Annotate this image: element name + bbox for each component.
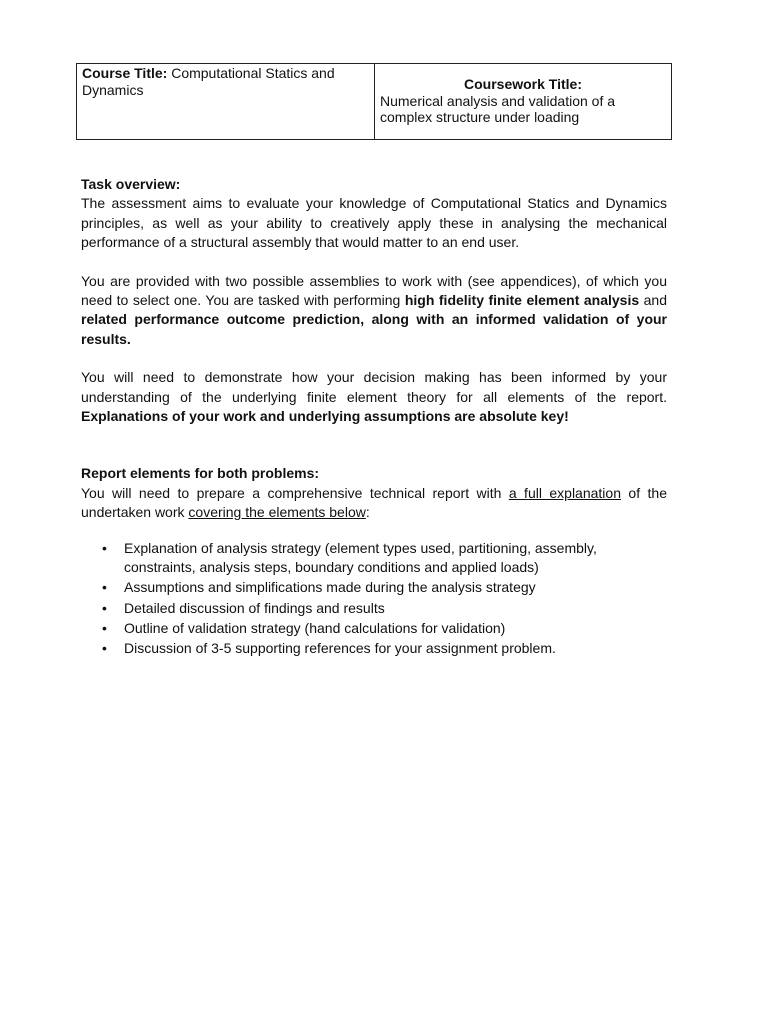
task-overview-paragraph-2 [81, 272, 667, 350]
course-title-value: Computational Statics and Dynamics [82, 65, 335, 98]
paragraph-2-bold-2: related performance outcome prediction, along with an informed validation of your results. [81, 311, 667, 347]
bullet-icon: • [102, 640, 107, 657]
list-item-text: Explanation of analysis strategy (element types used, partitioning, assembly, constraints, analysis steps, boundary conditions and applied loads) [124, 539, 597, 576]
coursework-title-label: Coursework Title: [464, 76, 582, 92]
list-item [102, 539, 667, 578]
bullet-icon: • [102, 599, 107, 616]
intro-underline-2: covering the elements below [188, 504, 366, 521]
task-overview-paragraph-3 [81, 368, 667, 426]
intro-text-1: You will need to prepare a comprehensive technical report with [81, 484, 509, 501]
bullet-icon: • [102, 619, 107, 636]
intro-text-2: of the undertaken work [81, 484, 667, 521]
report-elements-heading: Report elements for both problems: [81, 465, 320, 482]
course-title-cell [77, 64, 375, 140]
bullet-icon: • [102, 579, 107, 596]
list-item [102, 619, 667, 639]
intro-text-3: : [365, 504, 370, 521]
paragraph-3-text: You will need to demonstrate how your decision making has been informed by your understanding of the underlying finite element theory for all elements of the report. [81, 369, 667, 405]
list-item-text: Outline of validation strategy (hand calculations for validation) [124, 619, 506, 636]
report-elements-intro [81, 484, 667, 523]
course-title-label: Course Title: [82, 65, 168, 81]
list-item [102, 599, 667, 619]
course-info-table [76, 63, 672, 140]
coursework-title-cell [375, 64, 672, 140]
intro-underline-1: a full explanation [508, 484, 621, 501]
list-item [102, 578, 667, 598]
report-elements-list [81, 539, 667, 659]
task-overview-paragraph-1: The assessment aims to evaluate your knowledge of Computational Statics and Dynamics principles, as well as your ability to creatively apply these in analysing the mechanical performance of a structural assembly that would matter to an end user. [81, 195, 667, 251]
list-item-text: Discussion of 3-5 supporting references for your assignment problem. [124, 640, 556, 657]
paragraph-2-text-1: You are provided with two possible assemblies to work with (see appendices), of which you need to select one. You are tasked with performing [81, 272, 667, 309]
paragraph-3-bold: Explanations of your work and underlying assumptions are absolute key! [81, 408, 569, 425]
task-overview-heading: Task overview: [81, 176, 181, 192]
bullet-icon: • [102, 539, 107, 556]
list-item-text: Assumptions and simplifications made during the analysis strategy [124, 579, 536, 596]
paragraph-2-bold-1: high fidelity finite element analysis [404, 292, 640, 309]
list-item-text: Detailed discussion of findings and results [124, 599, 385, 616]
list-item [102, 639, 667, 659]
paragraph-2-text-2: and [639, 292, 668, 309]
document-body [81, 175, 667, 659]
coursework-title-value: Numerical analysis and validation of a complex structure under loading [380, 92, 616, 125]
